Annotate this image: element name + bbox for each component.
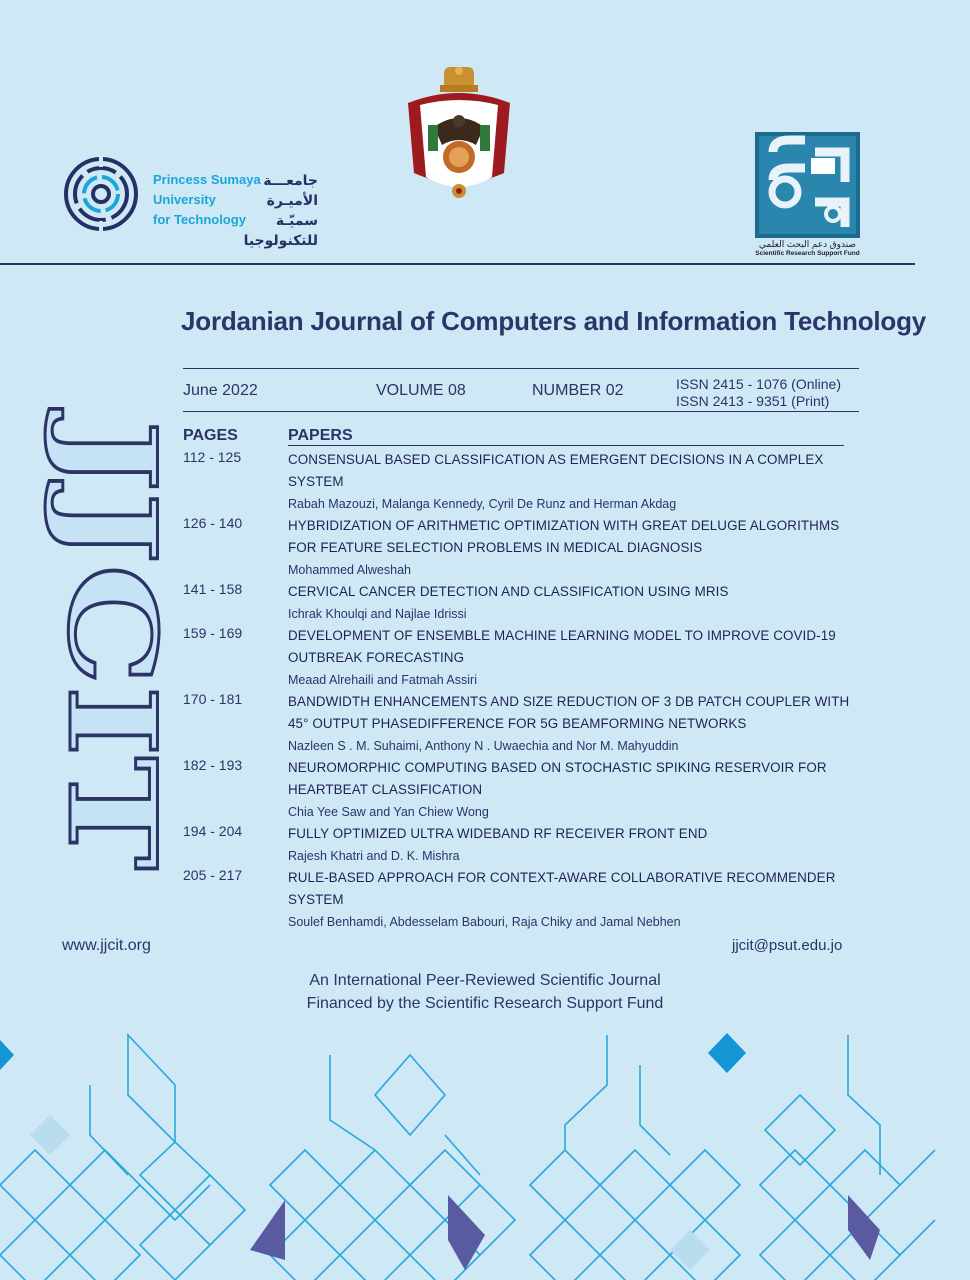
psut-name-line: Princess Sumaya [153,172,261,187]
page-range: 141 - 158 [183,581,243,597]
toc-entry[interactable] [183,757,863,823]
toc-header-divider [288,445,844,446]
issn-print: ISSN 2413 - 9351 (Print) [676,393,830,409]
psut-name-line: University [153,192,216,207]
page-range: 159 - 169 [183,625,243,641]
issue-date: June 2022 [183,382,258,399]
paper-title[interactable]: BANDWIDTH ENHANCEMENTS AND SIZE REDUCTION OF 3 DB PATCH COUPLER WITH 45° OUTPUT PHASEDIFFERENCE FOR 5G BEAMFORMING NETWORKS [288,694,850,731]
page-range: 205 - 217 [183,867,243,883]
psut-name-ar-line: جامعـــة [263,172,318,188]
psut-name-line: for Technology [153,212,246,227]
psut-name-ar-line: للتكنولوجيا [243,232,318,248]
toc-entry[interactable] [183,823,863,867]
geometric-pattern-icon [0,1025,915,1280]
toc-entry[interactable] [183,581,863,625]
table-of-contents [183,449,863,933]
paper-authors: Ichrak Khoulqi and Najlae Idrissi [288,607,467,621]
tagline-line-1: An International Peer-Reviewed Scientific Journal [309,972,661,989]
coat-of-arms-icon [400,65,518,207]
fund-name-arabic: صندوق دعم البحث العلمي [758,239,857,249]
page-range: 170 - 181 [183,691,243,707]
jjcit-wordmark-icon [41,420,182,880]
psut-name-arabic [243,170,318,250]
toc-entry[interactable] [183,691,863,757]
papers-column-header: PAPERS [288,427,353,444]
paper-title[interactable]: CERVICAL CANCER DETECTION AND CLASSIFICATION USING MRIS [288,584,729,599]
toc-entry[interactable] [183,515,863,581]
paper-authors: Rajesh Khatri and D. K. Mishra [288,849,460,863]
tagline-line-2: Financed by the Scientific Research Support Fund [306,995,664,1012]
paper-authors: Soulef Benhamdi, Abdesselam Babouri, Raja Chiky and Jamal Nebhen [288,915,681,929]
issn-online: ISSN 2415 - 1076 (Online) [676,376,841,392]
srsf-logo-icon [755,132,860,238]
psut-name-english [153,170,261,230]
issue-info-divider-bottom [183,411,859,412]
header-divider [0,263,915,265]
toc-entry[interactable] [183,625,863,691]
issue-volume: VOLUME 08 [376,382,466,399]
journal-website-link[interactable]: www.jjcit.org [62,937,151,954]
issue-number: NUMBER 02 [532,382,624,399]
pages-column-header: PAGES [183,427,238,444]
page-range: 126 - 140 [183,515,243,531]
paper-authors: Chia Yee Saw and Yan Chiew Wong [288,805,489,819]
psut-logo-icon [62,155,140,233]
paper-authors: Mohammed Alweshah [288,563,411,577]
paper-title[interactable]: CONSENSUAL BASED CLASSIFICATION AS EMERGENT DECISIONS IN A COMPLEX SYSTEM [288,452,824,489]
toc-entry[interactable] [183,867,863,933]
fund-name-english: Scientific Research Support Fund [755,250,860,257]
paper-authors: Rabah Mazouzi, Malanga Kennedy, Cyril De Runz and Herman Akdag [288,497,677,511]
journal-title: Jordanian Journal of Computers and Information Technology [181,306,927,336]
paper-title[interactable]: DEVELOPMENT OF ENSEMBLE MACHINE LEARNING MODEL TO IMPROVE COVID-19 OUTBREAK FORECASTING [288,628,836,665]
jjcit-wordmark-text: JJCIT [41,420,182,775]
paper-title[interactable]: FULLY OPTIMIZED ULTRA WIDEBAND RF RECEIVER FRONT END [288,826,708,841]
paper-authors: Nazleen S . M. Suhaimi, Anthony N . Uwaechia and Nor M. Mahyuddin [288,739,679,753]
paper-title[interactable]: RULE-BASED APPROACH FOR CONTEXT-AWARE COLLABORATIVE RECOMMENDER SYSTEM [288,870,836,907]
psut-name-ar-line: الأميـرة سميّـة [266,192,318,228]
paper-title[interactable]: NEUROMORPHIC COMPUTING BASED ON STOCHASTIC SPIKING RESERVOIR FOR HEARTBEAT CLASSIFICATION [288,760,827,797]
issue-info-divider-top [183,368,859,369]
page-range: 182 - 193 [183,757,243,773]
journal-email-link[interactable]: jjcit@psut.edu.jo [732,937,843,954]
toc-entry[interactable] [183,449,863,515]
paper-title[interactable]: HYBRIDIZATION OF ARITHMETIC OPTIMIZATION WITH GREAT DELUGE ALGORITHMS FOR FEATURE SELECTION PROBLEMS IN MEDICAL DIAGNOSIS [288,518,840,555]
page-range: 194 - 204 [183,823,243,839]
page-range: 112 - 125 [183,449,242,465]
paper-authors: Meaad Alrehaili and Fatmah Assiri [288,673,477,687]
